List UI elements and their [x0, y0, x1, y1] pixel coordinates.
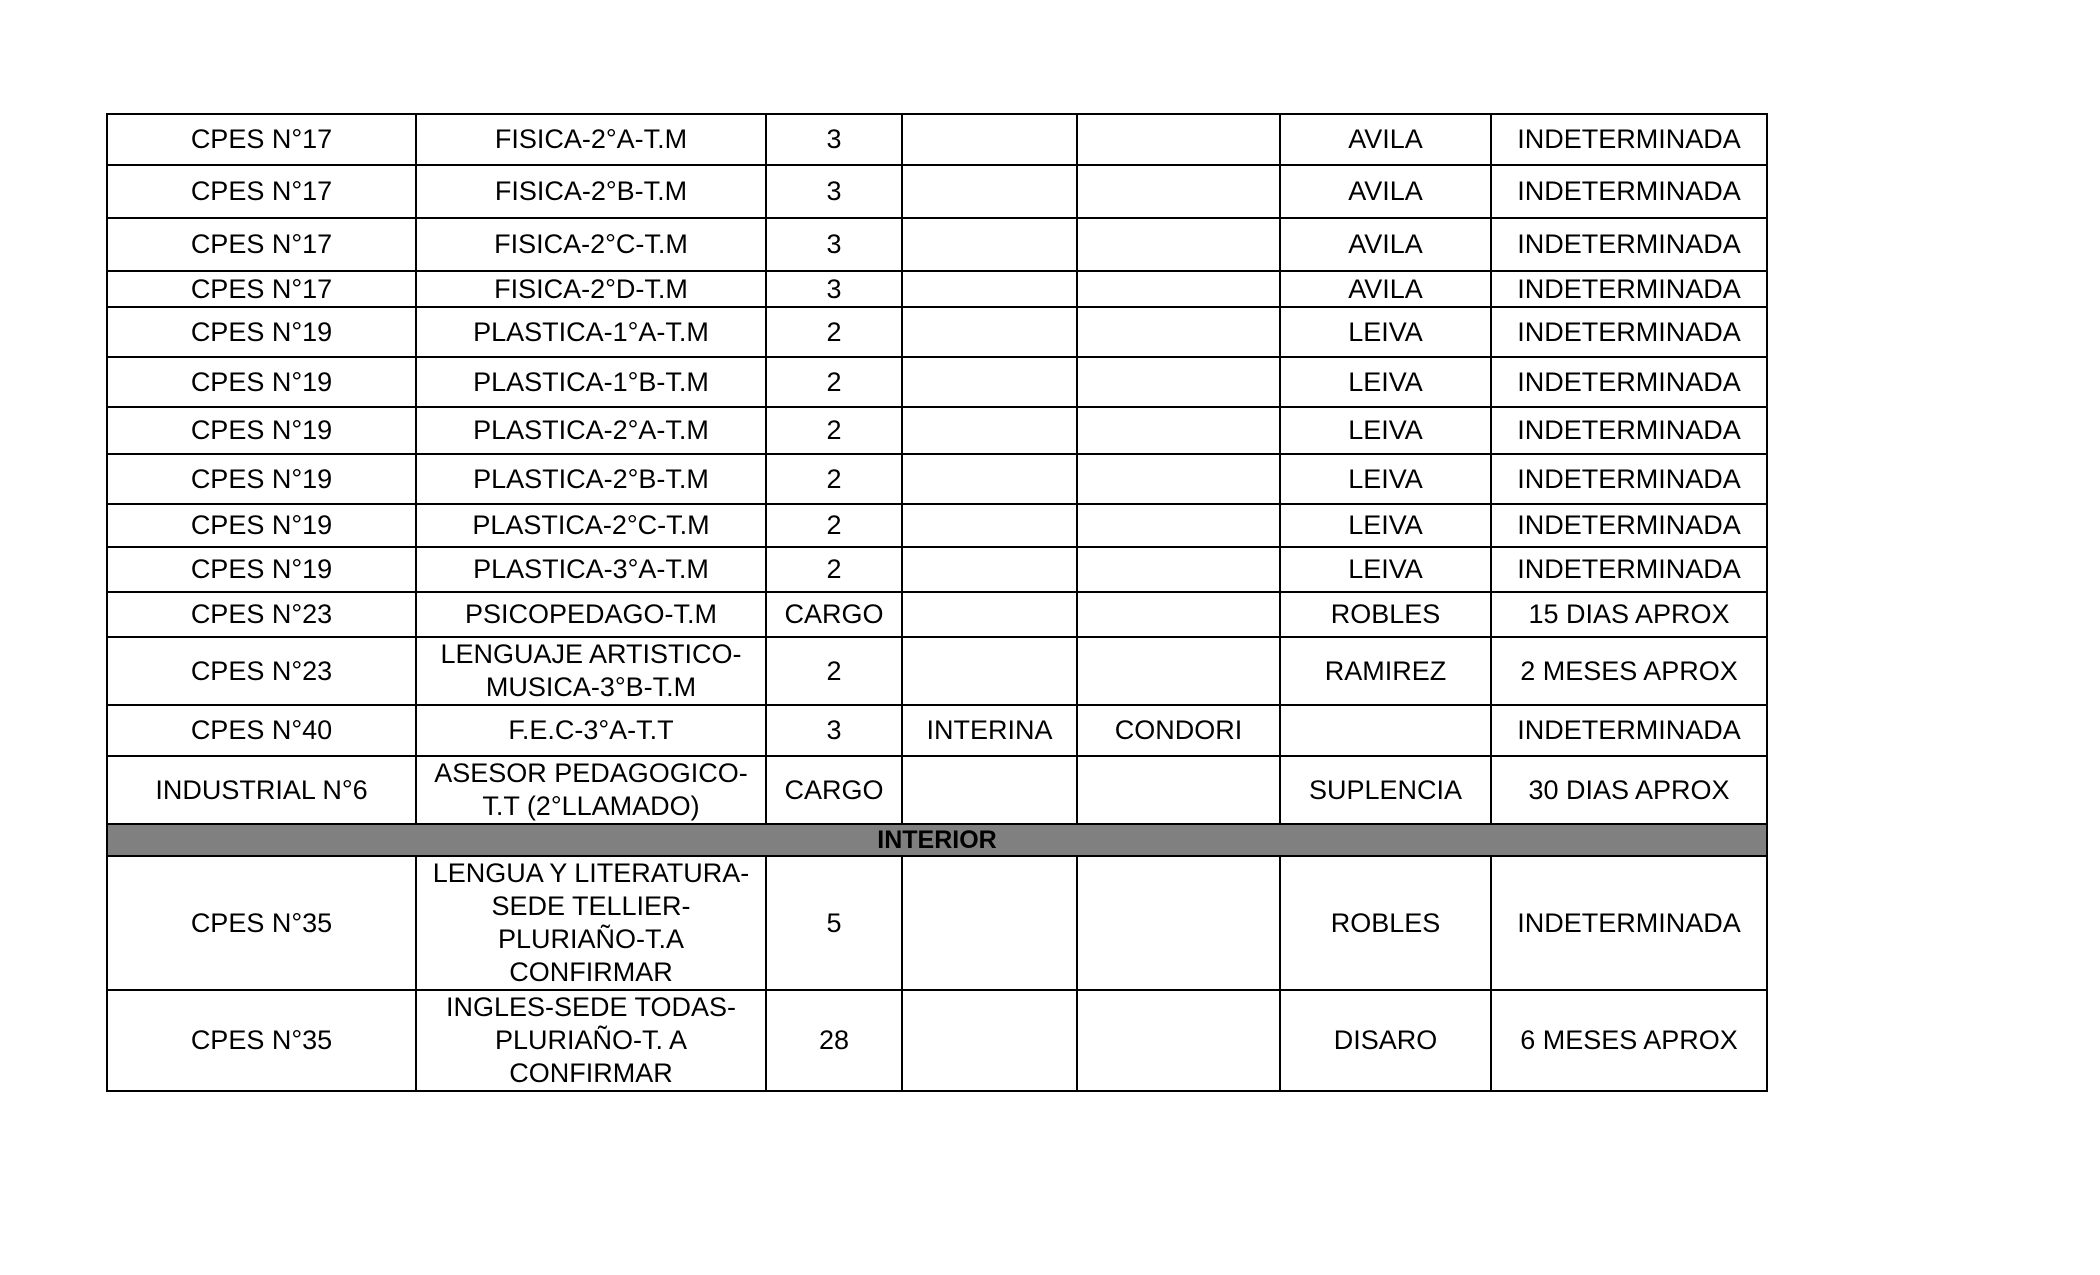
- replacement-cell: LEIVA: [1280, 407, 1491, 454]
- school-cell: CPES N°17: [107, 114, 416, 165]
- hours-cell: 2: [766, 407, 902, 454]
- duration-cell: 6 MESES APROX: [1491, 990, 1767, 1091]
- school-cell: CPES N°19: [107, 454, 416, 504]
- table-row: [107, 407, 1767, 454]
- replacement-cell: AVILA: [1280, 114, 1491, 165]
- vacancies-table: [106, 113, 1768, 1092]
- school-cell: CPES N°23: [107, 592, 416, 637]
- interior-table-body: [107, 856, 1767, 1091]
- holder-cell: [1077, 218, 1280, 271]
- subject-cell: PLASTICA-1°A-T.M: [416, 307, 766, 357]
- section-body: [107, 824, 1767, 856]
- table-row: [107, 705, 1767, 756]
- school-cell: CPES N°17: [107, 218, 416, 271]
- table-row: [107, 454, 1767, 504]
- holder-cell: [1077, 165, 1280, 218]
- holder-cell: [1077, 454, 1280, 504]
- hours-cell: 3: [766, 218, 902, 271]
- replacement-cell: AVILA: [1280, 165, 1491, 218]
- school-cell: CPES N°19: [107, 357, 416, 407]
- hours-cell: 5: [766, 856, 902, 990]
- duration-cell: INDETERMINADA: [1491, 218, 1767, 271]
- table-row: [107, 165, 1767, 218]
- type-cell: [902, 407, 1077, 454]
- replacement-cell: ROBLES: [1280, 856, 1491, 990]
- replacement-cell: LEIVA: [1280, 547, 1491, 592]
- subject-cell: FISICA-2°C-T.M: [416, 218, 766, 271]
- table-row: [107, 547, 1767, 592]
- holder-cell: [1077, 407, 1280, 454]
- holder-cell: [1077, 271, 1280, 307]
- duration-cell: 30 DIAS APROX: [1491, 756, 1767, 824]
- table-row: [107, 271, 1767, 307]
- table-row: [107, 990, 1767, 1091]
- duration-cell: 15 DIAS APROX: [1491, 592, 1767, 637]
- subject-cell: LENGUA Y LITERATURA- SEDE TELLIER- PLURIAÑO-T.A CONFIRMAR: [416, 856, 766, 990]
- hours-cell: CARGO: [766, 592, 902, 637]
- duration-cell: INDETERMINADA: [1491, 454, 1767, 504]
- type-cell: [902, 637, 1077, 705]
- replacement-cell: [1280, 705, 1491, 756]
- holder-cell: [1077, 592, 1280, 637]
- replacement-cell: LEIVA: [1280, 357, 1491, 407]
- holder-cell: [1077, 357, 1280, 407]
- type-cell: [902, 454, 1077, 504]
- school-cell: CPES N°40: [107, 705, 416, 756]
- table-row: [107, 592, 1767, 637]
- duration-cell: INDETERMINADA: [1491, 271, 1767, 307]
- school-cell: CPES N°19: [107, 307, 416, 357]
- subject-cell: PLASTICA-2°B-T.M: [416, 454, 766, 504]
- hours-cell: 2: [766, 504, 902, 547]
- subject-cell: PLASTICA-3°A-T.M: [416, 547, 766, 592]
- hours-cell: 3: [766, 165, 902, 218]
- holder-cell: [1077, 990, 1280, 1091]
- hours-cell: 3: [766, 114, 902, 165]
- holder-cell: [1077, 504, 1280, 547]
- table-row: [107, 218, 1767, 271]
- type-cell: [902, 307, 1077, 357]
- table-row: [107, 114, 1767, 165]
- replacement-cell: LEIVA: [1280, 454, 1491, 504]
- section-header-row: [107, 824, 1767, 856]
- section-label-interior: INTERIOR: [107, 824, 1767, 856]
- type-cell: [902, 218, 1077, 271]
- replacement-cell: LEIVA: [1280, 307, 1491, 357]
- replacement-cell: AVILA: [1280, 271, 1491, 307]
- subject-cell: ASESOR PEDAGOGICO- T.T (2°LLAMADO): [416, 756, 766, 824]
- subject-cell: LENGUAJE ARTISTICO- MUSICA-3°B-T.M: [416, 637, 766, 705]
- type-cell: [902, 756, 1077, 824]
- school-cell: CPES N°35: [107, 856, 416, 990]
- holder-cell: [1077, 114, 1280, 165]
- replacement-cell: DISARO: [1280, 990, 1491, 1091]
- subject-cell: PLASTICA-2°C-T.M: [416, 504, 766, 547]
- subject-cell: PLASTICA-1°B-T.M: [416, 357, 766, 407]
- replacement-cell: LEIVA: [1280, 504, 1491, 547]
- table-row: [107, 756, 1767, 824]
- school-cell: CPES N°19: [107, 407, 416, 454]
- type-cell: [902, 856, 1077, 990]
- holder-cell: [1077, 637, 1280, 705]
- table-row: [107, 856, 1767, 990]
- duration-cell: INDETERMINADA: [1491, 307, 1767, 357]
- type-cell: [902, 165, 1077, 218]
- type-cell: [902, 547, 1077, 592]
- holder-cell: CONDORI: [1077, 705, 1280, 756]
- replacement-cell: ROBLES: [1280, 592, 1491, 637]
- duration-cell: INDETERMINADA: [1491, 407, 1767, 454]
- hours-cell: 3: [766, 271, 902, 307]
- table-row: [107, 357, 1767, 407]
- hours-cell: 28: [766, 990, 902, 1091]
- subject-cell: FISICA-2°D-T.M: [416, 271, 766, 307]
- subject-cell: FISICA-2°A-T.M: [416, 114, 766, 165]
- duration-cell: INDETERMINADA: [1491, 705, 1767, 756]
- holder-cell: [1077, 547, 1280, 592]
- subject-cell: PSICOPEDAGO-T.M: [416, 592, 766, 637]
- hours-cell: 2: [766, 357, 902, 407]
- duration-cell: INDETERMINADA: [1491, 547, 1767, 592]
- replacement-cell: SUPLENCIA: [1280, 756, 1491, 824]
- subject-cell: INGLES-SEDE TODAS- PLURIAÑO-T. A CONFIRMAR: [416, 990, 766, 1091]
- replacement-cell: RAMIREZ: [1280, 637, 1491, 705]
- school-cell: CPES N°35: [107, 990, 416, 1091]
- school-cell: CPES N°23: [107, 637, 416, 705]
- type-cell: [902, 271, 1077, 307]
- hours-cell: 3: [766, 705, 902, 756]
- duration-cell: INDETERMINADA: [1491, 357, 1767, 407]
- type-cell: INTERINA: [902, 705, 1077, 756]
- duration-cell: INDETERMINADA: [1491, 504, 1767, 547]
- hours-cell: 2: [766, 454, 902, 504]
- school-cell: CPES N°19: [107, 504, 416, 547]
- type-cell: [902, 990, 1077, 1091]
- table-body: [107, 114, 1767, 824]
- school-cell: CPES N°17: [107, 165, 416, 218]
- subject-cell: F.E.C-3°A-T.T: [416, 705, 766, 756]
- table-row: [107, 637, 1767, 705]
- table-row: [107, 307, 1767, 357]
- hours-cell: 2: [766, 307, 902, 357]
- replacement-cell: AVILA: [1280, 218, 1491, 271]
- duration-cell: INDETERMINADA: [1491, 856, 1767, 990]
- subject-cell: PLASTICA-2°A-T.M: [416, 407, 766, 454]
- subject-cell: FISICA-2°B-T.M: [416, 165, 766, 218]
- school-cell: INDUSTRIAL N°6: [107, 756, 416, 824]
- hours-cell: 2: [766, 547, 902, 592]
- duration-cell: INDETERMINADA: [1491, 165, 1767, 218]
- hours-cell: 2: [766, 637, 902, 705]
- type-cell: [902, 504, 1077, 547]
- holder-cell: [1077, 307, 1280, 357]
- holder-cell: [1077, 856, 1280, 990]
- school-cell: CPES N°19: [107, 547, 416, 592]
- duration-cell: 2 MESES APROX: [1491, 637, 1767, 705]
- table-row: [107, 504, 1767, 547]
- type-cell: [902, 592, 1077, 637]
- type-cell: [902, 114, 1077, 165]
- holder-cell: [1077, 756, 1280, 824]
- duration-cell: INDETERMINADA: [1491, 114, 1767, 165]
- type-cell: [902, 357, 1077, 407]
- hours-cell: CARGO: [766, 756, 902, 824]
- school-cell: CPES N°17: [107, 271, 416, 307]
